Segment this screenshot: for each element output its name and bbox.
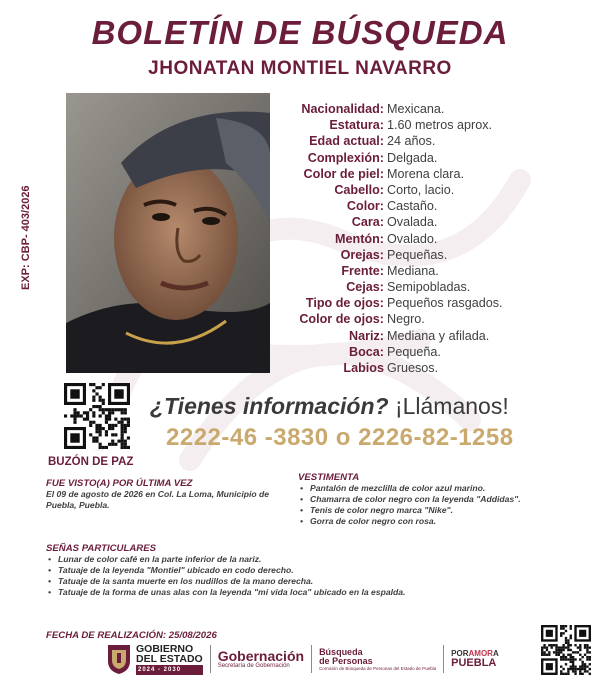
detail-value: Semipobladas.: [387, 280, 471, 295]
list-item: • Tatuaje de la leyenda "Montiel" ubicado en codo derecho.: [46, 565, 566, 576]
state-government-logo: [106, 643, 203, 675]
footer-logos: [106, 641, 499, 677]
list-item: • Tenis de color negro marca "Nike".: [298, 505, 588, 516]
marks-section: [46, 543, 566, 598]
list-item: • Lunar de color café en la parte inferior de la nariz.: [46, 554, 566, 565]
detail-value: Castaño.: [387, 199, 438, 214]
list-item: • Chamarra de color negro con la leyenda "Addidas".: [298, 494, 588, 505]
logo-amor-por: POR: [451, 649, 469, 658]
detail-label: Color:: [346, 199, 384, 214]
detail-row: [280, 263, 580, 279]
detail-row: [280, 101, 580, 117]
detail-row: [280, 295, 580, 311]
creation-date: FECHA DE REALIZACIÓN: 25/08/2026: [46, 630, 217, 641]
person-photo: [66, 93, 270, 373]
logo-amor-a: A: [492, 649, 499, 658]
detail-value: Mediana.: [387, 263, 439, 278]
detail-row: [280, 133, 580, 149]
detail-value: Corto, lacio.: [387, 182, 455, 197]
logo-estado-line1: GOBIERNO: [136, 642, 194, 655]
detail-label: Cejas:: [346, 280, 384, 295]
list-item: • Pantalón de mezclilla de color azul marino.: [298, 483, 588, 494]
detail-label: Complexión:: [307, 150, 384, 165]
detail-row: [280, 344, 580, 360]
list-item: • Tatuaje de la santa muerte en los nudillos de la mano derecha.: [46, 576, 566, 587]
bulletin-title: BOLETÍN DE BÚSQUEDA: [91, 14, 509, 51]
marks-title: SEÑAS PARTICULARES: [46, 543, 156, 554]
logo-amor-puebla: PUEBLA: [451, 657, 497, 669]
detail-row: [280, 311, 580, 327]
detail-label: Orejas:: [340, 247, 384, 262]
por-amor-logo: [451, 649, 499, 669]
detail-label: Color de piel:: [303, 166, 384, 181]
clothing-section: [298, 472, 588, 527]
question-text: ¿Tienes información?: [150, 393, 389, 419]
detail-row: [280, 247, 580, 263]
gobernacion-logo: [218, 649, 304, 669]
detail-row: [280, 150, 580, 166]
call-text: ¡Llámanos!: [394, 393, 509, 419]
qr-code-icon: [541, 625, 591, 675]
detail-label: Labios: [343, 361, 384, 375]
detail-label: Cabello:: [334, 182, 384, 197]
phone-numbers: 2222-46 -3830 o 2226-82-1258: [166, 424, 514, 451]
detail-value: Mediana y afilada.: [387, 328, 490, 343]
file-number: EXP: CBP- 403/2026: [20, 185, 32, 290]
detail-row: [280, 360, 580, 376]
detail-label: Mentón:: [335, 231, 384, 246]
clothing-title: VESTIMENTA: [298, 472, 360, 483]
detail-label: Edad actual:: [309, 134, 384, 149]
detail-value: Pequeños rasgados.: [387, 296, 503, 311]
logo-divider: [311, 645, 312, 673]
detail-value: Gruesos.: [387, 361, 439, 375]
logo-gob-subtitle: Secretaría de Gobernación: [217, 663, 290, 669]
detail-label: Boca:: [349, 344, 384, 359]
person-name: JHONATAN MONTIEL NAVARRO: [148, 58, 452, 79]
detail-value: Pequeña.: [387, 344, 441, 359]
busqueda-logo: [319, 648, 436, 671]
logo-divider: [210, 645, 211, 673]
logo-bus-line1: Búsqueda: [319, 646, 363, 657]
state-shield-icon: [106, 643, 132, 675]
detail-value: Delgada.: [387, 150, 438, 165]
detail-label: Nariz:: [349, 328, 384, 343]
physical-details: [280, 101, 580, 376]
detail-label: Color de ojos:: [299, 312, 384, 327]
detail-row: [280, 214, 580, 230]
marks-list: [46, 554, 566, 598]
detail-row: [280, 166, 580, 182]
last-seen-text: El 09 de agosto de 2026 en Col. La Loma, Municipio de Puebla, Puebla.: [46, 489, 270, 510]
detail-value: Negro.: [387, 312, 425, 327]
last-seen-title: FUE VISTO(A) POR ÚLTIMA VEZ: [46, 478, 193, 489]
detail-value: Ovalada.: [387, 215, 438, 230]
detail-label: Estatura:: [329, 118, 384, 133]
detail-row: [280, 117, 580, 133]
detail-value: Mexicana.: [387, 102, 445, 116]
detail-row: [280, 182, 580, 198]
clothing-list: [298, 483, 588, 527]
logo-gob-title: Gobernación: [217, 648, 305, 664]
detail-label: Cara:: [351, 215, 384, 230]
logo-divider: [443, 645, 444, 673]
detail-label: Tipo de ojos:: [305, 296, 384, 311]
detail-row: [280, 231, 580, 247]
contact-question: [150, 393, 509, 420]
logo-bus-line2: de Personas: [319, 655, 373, 666]
last-seen-section: [46, 478, 291, 511]
logo-bus-subtitle: Comisión de Búsqueda de Personas del Estado de Puebla: [319, 665, 437, 671]
list-item: • Tatuaje de la forma de unas alas con la leyenda "mi vida loca" ubicado en la espalda.: [46, 587, 566, 598]
logo-estado-years: 2024 - 2030: [136, 665, 203, 675]
detail-row: [280, 328, 580, 344]
detail-label: Frente:: [341, 263, 384, 278]
list-item: • Gorra de color negro con rosa.: [298, 516, 588, 527]
detail-value: Ovalado.: [387, 231, 438, 246]
detail-row: [280, 198, 580, 214]
detail-value: 24 años.: [387, 134, 436, 149]
detail-value: 1.60 metros aprox.: [387, 118, 492, 133]
detail-label: Nacionalidad:: [301, 102, 384, 116]
detail-value: Morena clara.: [387, 166, 464, 181]
qr-code-icon: [64, 383, 130, 449]
logo-estado-line2: DEL ESTADO: [136, 652, 203, 665]
detail-row: [280, 279, 580, 295]
buzon-label: BUZÓN DE PAZ: [48, 456, 134, 468]
detail-value: Pequeñas.: [387, 247, 448, 262]
logo-amor-amor: AMOR: [468, 649, 493, 658]
